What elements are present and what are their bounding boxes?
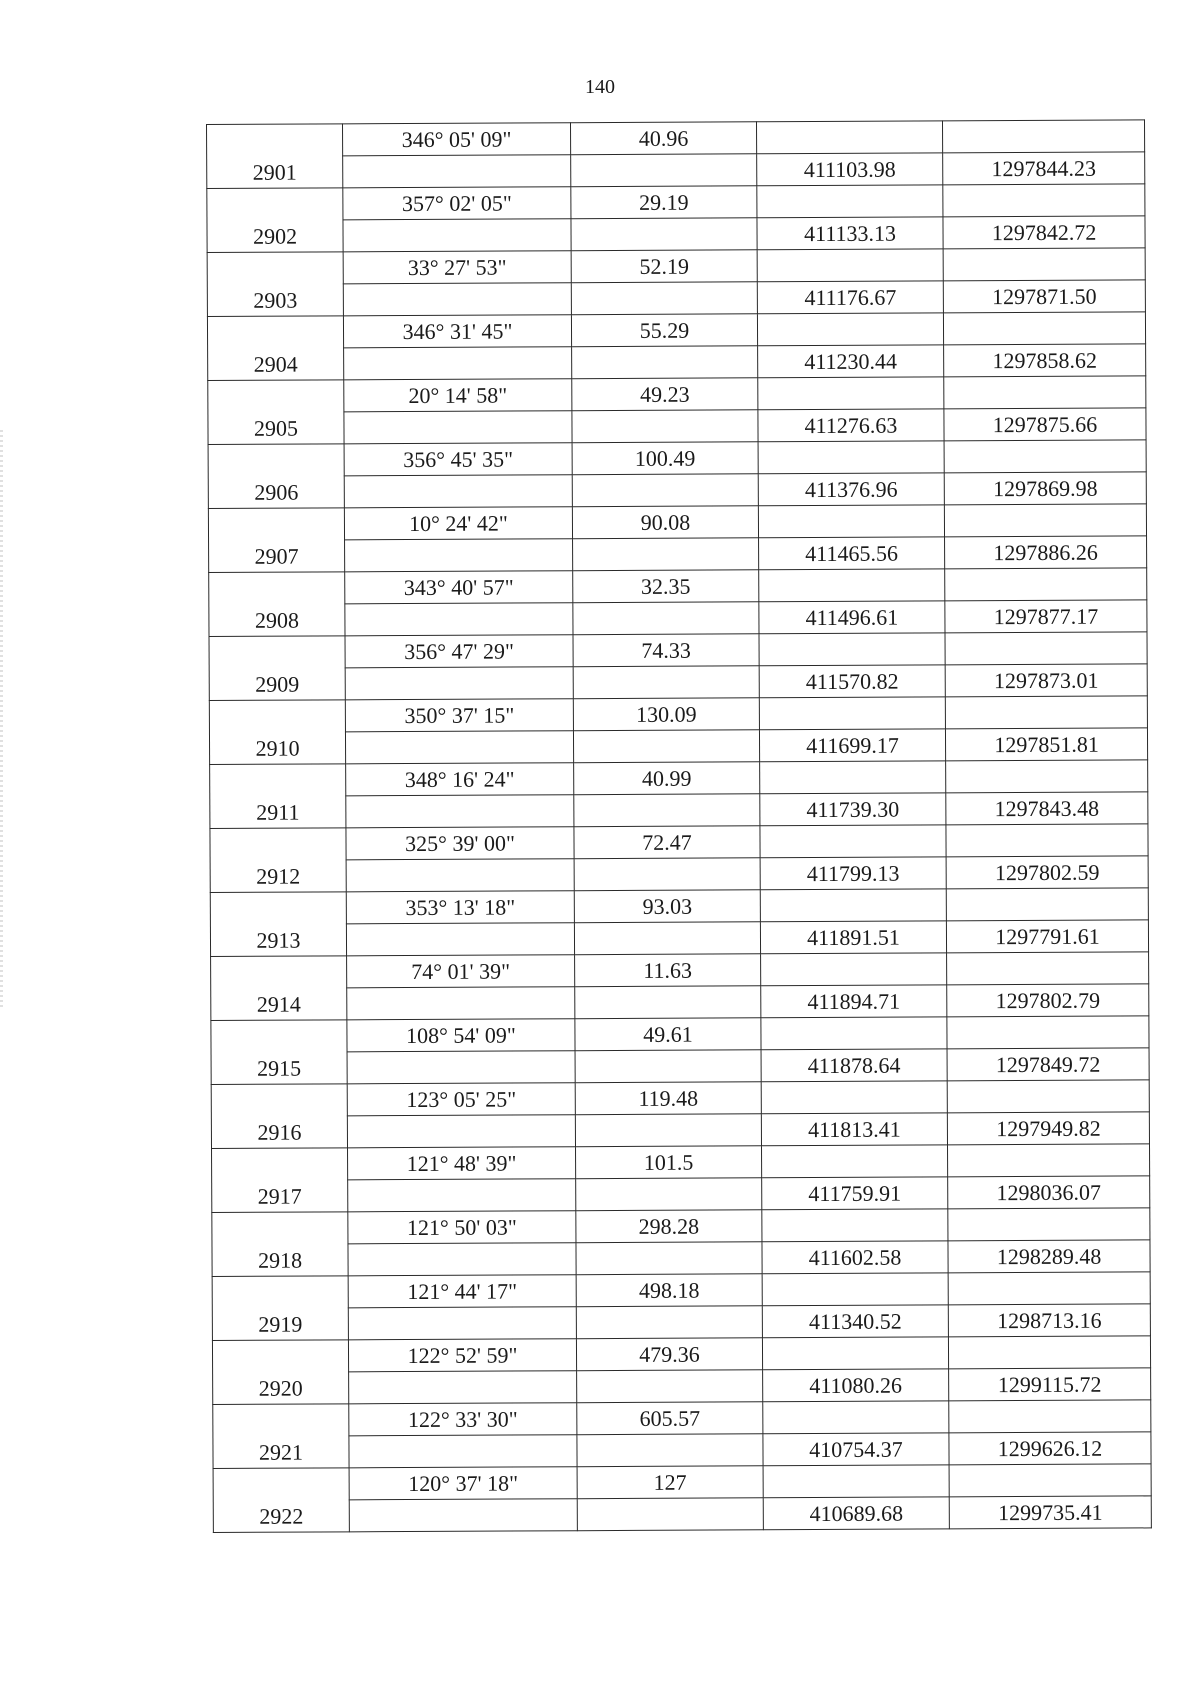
empty-cell [343, 155, 571, 188]
empty-cell [345, 539, 573, 572]
empty-cell [947, 1080, 1149, 1113]
station-cell: 2903 [207, 252, 343, 317]
table-row-coordinates [209, 664, 1147, 701]
table-row-course [207, 184, 1145, 221]
station-cell: 2906 [208, 444, 344, 509]
easting-cell: 1297871.50 [943, 280, 1145, 313]
empty-cell [759, 633, 945, 666]
empty-cell [345, 731, 573, 764]
empty-cell [761, 1017, 947, 1050]
bearing-cell: 350° 37' 15" [345, 699, 573, 732]
bearing-cell: 121° 48' 39" [348, 1147, 576, 1180]
easting-cell: 1297886.26 [945, 536, 1147, 569]
empty-cell [343, 283, 571, 316]
empty-cell [575, 986, 761, 1019]
northing-cell: 411813.41 [761, 1113, 947, 1146]
station-cell: 2922 [213, 1468, 349, 1533]
empty-cell [575, 1114, 761, 1147]
empty-cell [762, 1209, 948, 1242]
table-row-course [209, 696, 1147, 733]
empty-cell [762, 1145, 948, 1178]
empty-cell [572, 346, 758, 379]
northing-cell: 410689.68 [763, 1497, 949, 1530]
distance-cell: 40.96 [570, 122, 756, 155]
station-cell: 2918 [212, 1212, 348, 1277]
empty-cell [577, 1434, 763, 1467]
empty-cell [349, 1435, 577, 1468]
distance-cell: 130.09 [573, 698, 759, 731]
table-row-coordinates [210, 856, 1148, 893]
table-row-coordinates [208, 408, 1146, 445]
empty-cell [760, 825, 946, 858]
station-cell: 2907 [208, 508, 344, 573]
station-cell: 2910 [209, 700, 345, 765]
table-row-coordinates [208, 344, 1146, 381]
empty-cell [345, 667, 573, 700]
empty-cell [944, 440, 1146, 473]
station-cell: 2904 [207, 316, 343, 381]
northing-cell: 411496.61 [759, 601, 945, 634]
bearing-cell: 123° 05' 25" [347, 1083, 575, 1116]
station-cell: 2921 [213, 1404, 349, 1469]
empty-cell [760, 761, 946, 794]
coordinate-table [206, 119, 1152, 1533]
empty-cell [945, 696, 1147, 729]
empty-cell [574, 794, 760, 827]
table-row-coordinates [209, 600, 1147, 637]
empty-cell [758, 377, 944, 410]
empty-cell [949, 1400, 1151, 1433]
distance-cell: 119.48 [575, 1082, 761, 1115]
station-cell: 2913 [210, 892, 346, 957]
table-row-coordinates [212, 1304, 1150, 1341]
empty-cell [759, 697, 945, 730]
empty-cell [945, 632, 1147, 665]
table-row-course [213, 1400, 1151, 1437]
bearing-cell: 120° 37' 18" [349, 1467, 577, 1500]
empty-cell [349, 1499, 577, 1532]
table-row-course [207, 120, 1145, 157]
page-number: 140 [585, 76, 615, 98]
easting-cell: 1297869.98 [944, 472, 1146, 505]
northing-cell: 411759.91 [762, 1177, 948, 1210]
station-cell: 2916 [211, 1084, 347, 1149]
empty-cell [760, 889, 946, 922]
bearing-cell: 346° 31' 45" [343, 315, 571, 348]
easting-cell: 1297875.66 [944, 408, 1146, 441]
empty-cell [948, 1272, 1150, 1305]
empty-cell [762, 1337, 948, 1370]
easting-cell: 1297873.01 [945, 664, 1147, 697]
empty-cell [571, 154, 757, 187]
station-cell: 2909 [209, 636, 345, 701]
distance-cell: 49.61 [575, 1018, 761, 1051]
empty-cell [575, 1050, 761, 1083]
table-row-course [211, 952, 1149, 989]
northing-cell: 411894.71 [761, 985, 947, 1018]
station-cell: 2917 [212, 1148, 348, 1213]
empty-cell [344, 411, 572, 444]
empty-cell [573, 538, 759, 571]
empty-cell [571, 282, 757, 315]
empty-cell [763, 1401, 949, 1434]
bearing-cell: 353° 13' 18" [346, 891, 574, 924]
northing-cell: 411230.44 [758, 345, 944, 378]
easting-cell: 1297791.61 [946, 920, 1148, 953]
table-row-course [210, 824, 1148, 861]
empty-cell [758, 505, 944, 538]
bearing-cell: 20° 14' 58" [344, 379, 572, 412]
empty-cell [759, 569, 945, 602]
table-row-coordinates [207, 152, 1145, 189]
easting-cell: 1297877.17 [945, 600, 1147, 633]
station-cell: 2905 [208, 380, 344, 445]
empty-cell [347, 987, 575, 1020]
distance-cell: 52.19 [571, 250, 757, 283]
empty-cell [943, 184, 1145, 217]
empty-cell [761, 1081, 947, 1114]
empty-cell [347, 1115, 575, 1148]
station-cell: 2902 [207, 188, 343, 253]
station-cell: 2908 [209, 572, 345, 637]
empty-cell [762, 1273, 948, 1306]
easting-cell: 1299115.72 [949, 1368, 1151, 1401]
table-row-course [208, 440, 1146, 477]
distance-cell: 498.18 [576, 1274, 762, 1307]
empty-cell [949, 1464, 1151, 1497]
table-row-course [212, 1144, 1150, 1181]
empty-cell [573, 666, 759, 699]
distance-cell: 605.57 [577, 1402, 763, 1435]
empty-cell [761, 953, 947, 986]
empty-cell [947, 1144, 1149, 1177]
easting-cell: 1297842.72 [943, 216, 1145, 249]
empty-cell [573, 602, 759, 635]
bearing-cell: 122° 52' 59" [348, 1339, 576, 1372]
bearing-cell: 348° 16' 24" [346, 763, 574, 796]
bearing-cell: 343° 40' 57" [345, 571, 573, 604]
empty-cell [572, 410, 758, 443]
northing-cell: 411103.98 [757, 153, 943, 186]
easting-cell: 1297802.59 [946, 856, 1148, 889]
station-cell: 2920 [212, 1340, 348, 1405]
empty-cell [346, 859, 574, 892]
bearing-cell: 108° 54' 09" [347, 1019, 575, 1052]
empty-cell [757, 185, 943, 218]
empty-cell [571, 218, 757, 251]
empty-cell [758, 441, 944, 474]
station-cell: 2919 [212, 1276, 348, 1341]
empty-cell [572, 474, 758, 507]
northing-cell: 411080.26 [763, 1369, 949, 1402]
empty-cell [344, 347, 572, 380]
empty-cell [576, 1306, 762, 1339]
table-row-coordinates [210, 792, 1148, 829]
easting-cell: 1299735.41 [949, 1496, 1151, 1529]
empty-cell [347, 1051, 575, 1084]
empty-cell [349, 1371, 577, 1404]
bearing-cell: 74° 01' 39" [347, 955, 575, 988]
empty-cell [763, 1465, 949, 1498]
table-row-coordinates [210, 920, 1148, 957]
empty-cell [757, 249, 943, 282]
empty-cell [942, 120, 1144, 153]
table-row-course [209, 632, 1147, 669]
easting-cell: 1298289.48 [948, 1240, 1150, 1273]
distance-cell: 11.63 [575, 954, 761, 987]
table-row-course [212, 1208, 1150, 1245]
empty-cell [946, 824, 1148, 857]
bearing-cell: 356° 47' 29" [345, 635, 573, 668]
table-row-coordinates [212, 1176, 1150, 1213]
distance-cell: 101.5 [576, 1146, 762, 1179]
northing-cell: 411570.82 [759, 665, 945, 698]
table-row-coordinates [213, 1432, 1151, 1469]
easting-cell: 1297844.23 [943, 152, 1145, 185]
empty-cell [944, 376, 1146, 409]
station-cell: 2911 [210, 764, 346, 829]
bearing-cell: 33° 27' 53" [343, 251, 571, 284]
northing-cell: 411739.30 [760, 793, 946, 826]
northing-cell: 410754.37 [763, 1433, 949, 1466]
empty-cell [577, 1370, 763, 1403]
empty-cell [348, 1307, 576, 1340]
easting-cell: 1297858.62 [944, 344, 1146, 377]
station-cell: 2901 [207, 124, 343, 189]
empty-cell [946, 888, 1148, 921]
table-row-course [213, 1464, 1151, 1501]
empty-cell [948, 1208, 1150, 1241]
northing-cell: 411465.56 [759, 537, 945, 570]
empty-cell [943, 248, 1145, 281]
distance-cell: 32.35 [573, 570, 759, 603]
empty-cell [573, 730, 759, 763]
easting-cell: 1297851.81 [945, 728, 1147, 761]
northing-cell: 411276.63 [758, 409, 944, 442]
table-row-course [210, 760, 1148, 797]
empty-cell [348, 1243, 576, 1276]
table-row-coordinates [208, 472, 1146, 509]
easting-cell: 1297849.72 [947, 1048, 1149, 1081]
empty-cell [346, 923, 574, 956]
table-row-course [207, 248, 1145, 285]
table-row-course [210, 888, 1148, 925]
bearing-cell: 10° 24' 42" [344, 507, 572, 540]
northing-cell: 411799.13 [760, 857, 946, 890]
empty-cell [945, 568, 1147, 601]
empty-cell [946, 760, 1148, 793]
table-row-coordinates [212, 1240, 1150, 1277]
easting-cell: 1299626.12 [949, 1432, 1151, 1465]
empty-cell [576, 1178, 762, 1211]
distance-cell: 29.19 [571, 186, 757, 219]
table-row-coordinates [209, 536, 1147, 573]
empty-cell [577, 1498, 763, 1531]
distance-cell: 90.08 [572, 506, 758, 539]
table-row-course [212, 1336, 1150, 1373]
bearing-cell: 356° 45' 35" [344, 443, 572, 476]
table-row-coordinates [207, 216, 1145, 253]
empty-cell [574, 858, 760, 891]
empty-cell [944, 504, 1146, 537]
bearing-cell: 121° 50' 03" [348, 1211, 576, 1244]
easting-cell: 1297949.82 [947, 1112, 1149, 1145]
table-row-coordinates [211, 1112, 1149, 1149]
table-row-coordinates [211, 984, 1149, 1021]
table-row-course [209, 568, 1147, 605]
station-cell: 2914 [211, 956, 347, 1021]
empty-cell [756, 121, 942, 154]
table-row-course [211, 1016, 1149, 1053]
northing-cell: 411699.17 [759, 729, 945, 762]
northing-cell: 411376.96 [758, 473, 944, 506]
coordinate-table-body [207, 120, 1152, 1533]
table-row-coordinates [207, 280, 1145, 317]
station-cell: 2912 [210, 828, 346, 893]
table-row-coordinates [213, 1368, 1151, 1405]
easting-cell: 1297843.48 [946, 792, 1148, 825]
table-row-course [211, 1080, 1149, 1117]
empty-cell [345, 603, 573, 636]
table-row-course [212, 1272, 1150, 1309]
bearing-cell: 121° 44' 17" [348, 1275, 576, 1308]
empty-cell [343, 219, 571, 252]
table-row-coordinates [209, 728, 1147, 765]
distance-cell: 55.29 [571, 314, 757, 347]
scan-edge-artifact [0, 430, 3, 1010]
empty-cell [948, 1336, 1150, 1369]
empty-cell [943, 312, 1145, 345]
table-row-course [208, 376, 1146, 413]
easting-cell: 1297802.79 [947, 984, 1149, 1017]
station-cell: 2915 [211, 1020, 347, 1085]
distance-cell: 93.03 [574, 890, 760, 923]
distance-cell: 127 [577, 1466, 763, 1499]
northing-cell: 411340.52 [762, 1305, 948, 1338]
northing-cell: 411133.13 [757, 217, 943, 250]
bearing-cell: 357° 02' 05" [343, 187, 571, 220]
distance-cell: 72.47 [574, 826, 760, 859]
distance-cell: 40.99 [574, 762, 760, 795]
distance-cell: 298.28 [576, 1210, 762, 1243]
distance-cell: 49.23 [572, 378, 758, 411]
bearing-cell: 346° 05' 09" [343, 123, 571, 156]
table-row-course [208, 504, 1146, 541]
coordinate-table-wrapper [206, 119, 1151, 1533]
northing-cell: 411891.51 [760, 921, 946, 954]
easting-cell: 1298713.16 [948, 1304, 1150, 1337]
distance-cell: 479.36 [576, 1338, 762, 1371]
table-row-coordinates [213, 1496, 1151, 1533]
bearing-cell: 122° 33' 30" [349, 1403, 577, 1436]
table-row-coordinates [211, 1048, 1149, 1085]
empty-cell [346, 795, 574, 828]
northing-cell: 411176.67 [757, 281, 943, 314]
northing-cell: 411878.64 [761, 1049, 947, 1082]
empty-cell [947, 952, 1149, 985]
empty-cell [574, 922, 760, 955]
empty-cell [344, 475, 572, 508]
empty-cell [757, 313, 943, 346]
empty-cell [576, 1242, 762, 1275]
empty-cell [947, 1016, 1149, 1049]
bearing-cell: 325° 39' 00" [346, 827, 574, 860]
northing-cell: 411602.58 [762, 1241, 948, 1274]
table-row-course [207, 312, 1145, 349]
distance-cell: 100.49 [572, 442, 758, 475]
empty-cell [348, 1179, 576, 1212]
easting-cell: 1298036.07 [948, 1176, 1150, 1209]
distance-cell: 74.33 [573, 634, 759, 667]
